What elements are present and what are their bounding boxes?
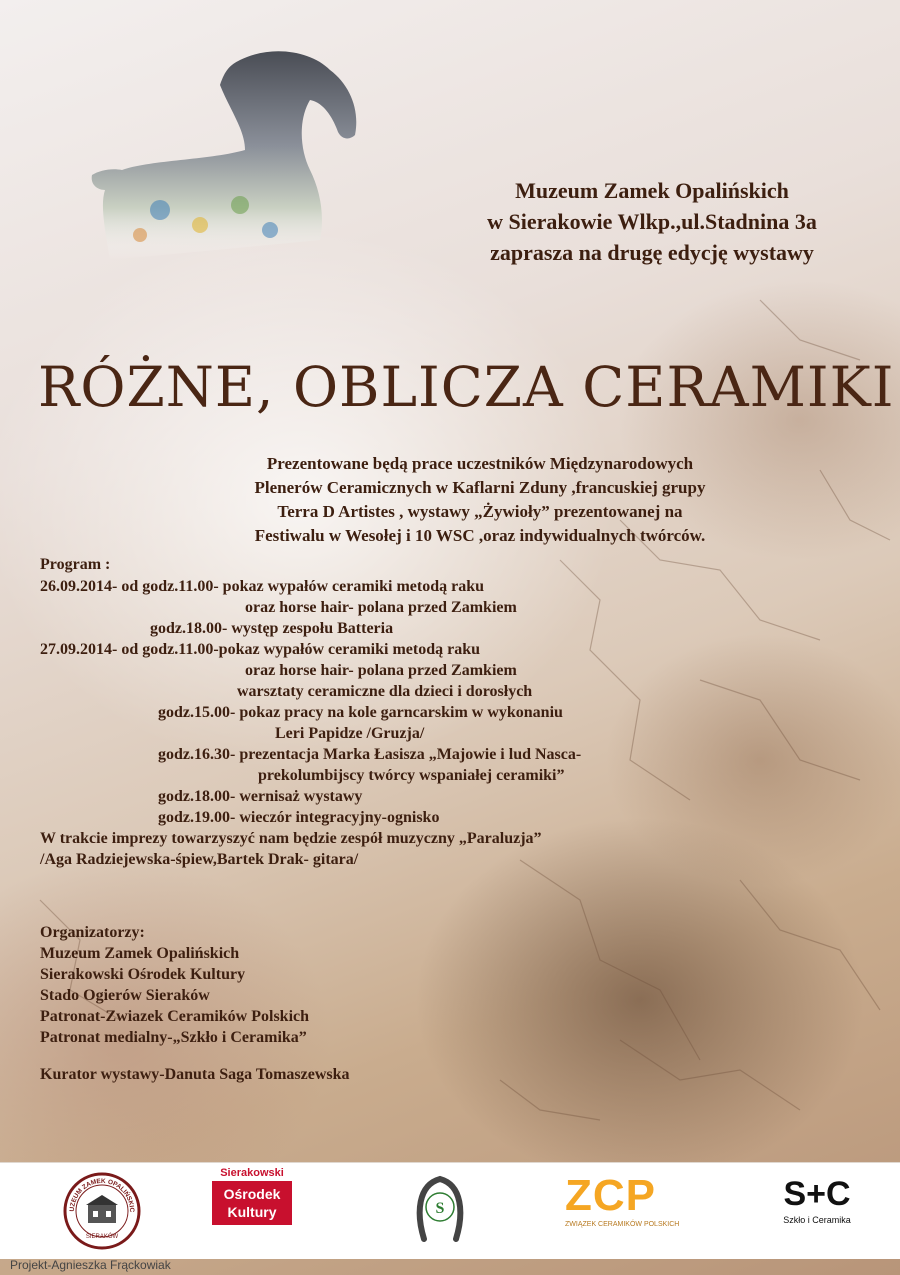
program-line: godz.15.00- pokaz pracy na kole garncarskim w wykonaniu [158, 704, 563, 721]
program-line: 26.09.2014- od godz.11.00- pokaz wypałów ceramiki metodą raku [40, 578, 484, 595]
organizer-item: Muzeum Zamek Opalińskich [40, 945, 240, 962]
organizers-heading: Organizatorzy: [40, 924, 145, 941]
logo-bar [0, 1162, 900, 1259]
curator-line: Kurator wystawy-Danuta Saga Tomaszewska [40, 1066, 350, 1083]
organizer-item: Sierakowski Ośrodek Kultury [40, 966, 246, 983]
zcp-logo-caption: ZWIĄZEK CERAMIKÓW POLSKICH [565, 1221, 680, 1228]
stado-ogierow-logo [416, 1173, 464, 1245]
description-line: Prezentowane będą prace uczestników Międzynarodowych [266, 454, 694, 473]
sc-logo-mark: S+C [783, 1175, 851, 1213]
sc-logo-caption: Szkło i Ceramika [783, 1215, 851, 1225]
program-heading: Program : [40, 556, 111, 573]
description-line: Terra D Artistes , wystawy „Żywioły” prezentowanej na [277, 502, 683, 521]
program-line: godz.16.30- prezentacja Marka Łasisza „Majowie i lud Nasca- [158, 746, 582, 763]
museum-ring-text: UZEUM ZAMEK OPALIŃSKIC [68, 1177, 136, 1213]
program-line: oraz horse hair- polana przed Zamkiem [245, 662, 517, 679]
program-line: godz.19.00- wieczór integracyjny-ognisko [158, 809, 440, 826]
description-line: Plenerów Ceramicznych w Kaflarni Zduny ,francuskiej grupy [254, 478, 706, 497]
organizer-item: Stado Ogierów Sieraków [40, 987, 210, 1004]
organizer-item: Patronat-Zwiazek Ceramików Polskich [40, 1008, 310, 1025]
organizer-item: Patronat medialny-„Szkło i Ceramika” [40, 1029, 307, 1046]
program-line: oraz horse hair- polana przed Zamkiem [245, 599, 517, 616]
program-line: godz.18.00- występ zespołu Batteria [150, 620, 394, 637]
program-line: 27.09.2014- od godz.11.00-pokaz wypałów ceramiki metodą raku [40, 641, 480, 658]
sok-logo-line-3: Kultury [227, 1204, 277, 1220]
program-line: prekolumbijscy twórcy wspaniałej ceramiki” [258, 767, 565, 784]
design-credit: Projekt-Agnieszka Frąckowiak [10, 1258, 171, 1272]
program-line: W trakcie imprezy towarzyszyć nam będzie zespół muzyczny „Paraluzja” [40, 830, 542, 847]
sok-logo-line-2: Ośrodek [223, 1186, 281, 1202]
zcp-logo-mark: ZCP [565, 1171, 656, 1220]
zcp-logo [565, 1173, 685, 1249]
szklo-ceramika-logo [782, 1175, 852, 1247]
museum-seal-bottom: SIERAKÓW [85, 1234, 119, 1240]
program-line: godz.18.00- wernisaż wystawy [158, 788, 363, 805]
invite-line-2: w Sierakowie Wlkp.,ul.Stadnina 3a [487, 209, 817, 234]
sok-logo [212, 1167, 292, 1253]
invite-line-3: zaprasza na drugę edycję wystawy [490, 240, 814, 265]
program-line: warsztaty ceramiczne dla dzieci i dorosłych [237, 683, 533, 700]
program-line: Leri Papidze /Gruzja/ [275, 725, 425, 742]
exhibition-title: RÓŻNE, OBLICZA CERAMIKI [38, 355, 895, 419]
description-line: Festiwalu w Wesołej i 10 WSC ,oraz indywidualnych twórców. [254, 526, 706, 545]
museum-seal-logo [62, 1171, 142, 1251]
stado-logo-letter: S [435, 1200, 445, 1217]
invite-line-1: Muzeum Zamek Opalińskich [515, 178, 789, 203]
sok-logo-top: Sierakowski [220, 1167, 284, 1179]
horse-sculpture [70, 40, 370, 320]
program-line: /Aga Radziejewska-śpiew,Bartek Drak- gitara/ [40, 851, 359, 868]
